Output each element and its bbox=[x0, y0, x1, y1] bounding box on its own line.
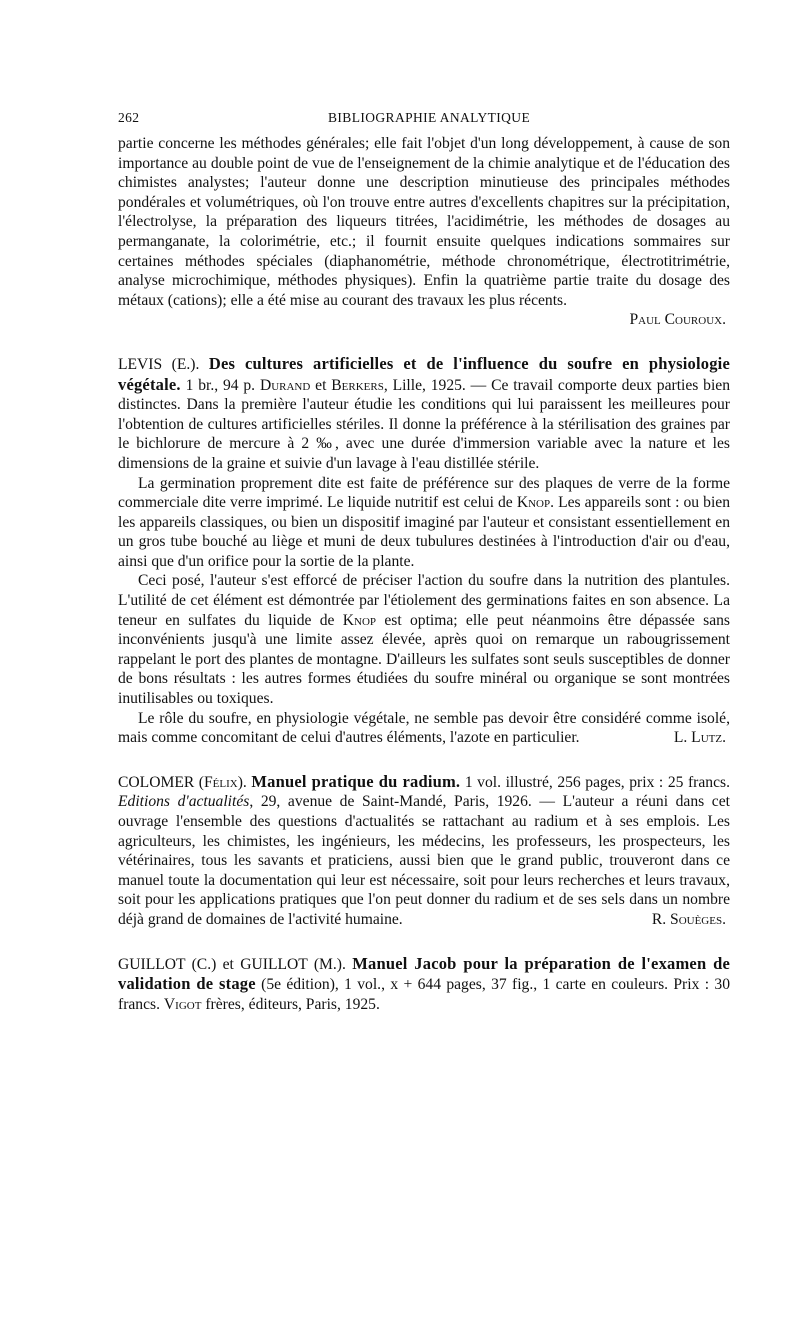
entry-paragraph: Ce travail comporte deux parties bien distinctes. Dans la première l'auteur étudie les conditions qui lui paraissent les meilleures pour l'obtention de cultures artificielles stériles. Il donne la préférence à la stérilisation des graines par le bichlorure de mercure à 2 ‰, avec une durée d'immersion variable avec la nature et les dimensions de la graine et suivie d'un lavage à l'eau distillée stérile. bbox=[118, 376, 731, 472]
entry-author: COLOMER ( bbox=[118, 773, 204, 791]
entry-title: Manuel pratique du radium. bbox=[251, 771, 461, 791]
entry-levis-heading bbox=[118, 354, 730, 474]
publisher-name: Durand bbox=[259, 376, 311, 394]
entry-pub: 1 vol. illustré, 256 pages, prix : 25 francs. bbox=[464, 773, 730, 791]
entry-paragraph bbox=[118, 571, 730, 708]
entry-guillot bbox=[118, 954, 730, 1015]
paragraph-text: . Les appareils sont : ou bien les appareils classiques, ou bien un dispositif imaginé par l'auteur et consistant essentiellement en un gros tube bouché au liège et muni de deux tubulures destinées à l'introduction d'air ou d'eau, ainsi que d'un orifice pour la sortie de la plante. bbox=[118, 494, 730, 570]
entry-body: , 29, avenue de Saint-Mandé, Paris, 1926. — L'auteur a réuni dans cet ouvrage l'ensemble des questions d'actualités se rattachant au radium et à ses emplois. Les agriculteurs, les chimistes, les ingénieurs, les médecins, les professeurs, les prospecteurs, les vétérinaires, tous les savants et praticiens, aussi bien que le grand public, trouveront dans ce manuel toute la documentation qui leur est nécessaire, soit pour leurs recherches et leurs travaux, soit pour les applications pratiques que l'on peut donner du radium et de ses sels dans un nombre déjà grand de domaines de l'activité humaine. bbox=[118, 793, 730, 928]
entry-pub-place: , Lille, 1925. — bbox=[383, 376, 487, 394]
entry-author-firstname: Félix bbox=[204, 773, 238, 791]
publisher-name: Editions d'actualités bbox=[118, 793, 250, 811]
entry-pub: 1 br., 94 p. bbox=[185, 376, 256, 394]
entry-pub-connector: et bbox=[315, 376, 327, 394]
entry-paragraph bbox=[118, 474, 730, 572]
person-name: Knop bbox=[342, 611, 377, 629]
signature-lutz: L. Lutz. bbox=[673, 729, 726, 747]
entry-levis bbox=[118, 354, 730, 748]
continued-paragraph: partie concerne les méthodes générales; elle fait l'objet d'un long développement, à cause de son importance au double point de vue de l'enseignement de la chimie analytique et de l'éducation des chimistes analystes; l'auteur donne une description minutieuse des principales méthodes pondérales et volumétriques, où l'on trouve entre autres d'excellents chapitres sur la précipitation, l'électrolyse, la préparation des liqueurs titrées, l'acidimétrie, les méthodes de dosages au permanganate, la colorimétrie, etc.; il fournit ensuite quelques indications sommaires sur certaines méthodes spéciales (diaphanométrie, méthode chronométrique, électrotitrimétrie, analyse microchimique, méthodes physiques). Enfin la quatrième partie traite du dosage des métaux (cations); elle a été mise au courant des travaux les plus récents. bbox=[118, 135, 730, 309]
entry-pub: (5e édition), 1 vol., x + 644 pages, 37 fig., 1 carte en couleurs. Prix : 30 francs. bbox=[118, 976, 730, 1013]
person-name: Knop bbox=[516, 494, 551, 512]
paragraph-text: est optima; elle peut néanmoins être dépassée sans inconvénients jusqu'à une limite assez élevée, après quoi on remarque un rabougrissement rappelant le port des plantes de montagne. D'ailleurs les sulfates sont seuls susceptibles de donner de bons résultats : les autres formes étudiées du soufre minéral ou organique se sont montrées inutilisables ou toxiques. bbox=[118, 611, 730, 708]
paragraph-text: Ceci posé, l'auteur s'est efforcé de préciser l'action du soufre dans la nutrition des plantules. L'utilité de cet élément est démontrée par l'étiolement des germinations faites en son absence. La teneur en sulfates du liquide de bbox=[118, 572, 730, 629]
entry-paragraph bbox=[118, 709, 730, 748]
running-header bbox=[118, 100, 730, 134]
page-number: 262 bbox=[118, 110, 140, 125]
running-title: BIBLIOGRAPHIE ANALYTIQUE bbox=[328, 110, 531, 125]
entry-author: GUILLOT (C.) et GUILLOT (M.). bbox=[118, 955, 346, 973]
continued-review bbox=[118, 134, 730, 330]
publisher-name: Berkers bbox=[331, 376, 384, 394]
entry-author-close: ). bbox=[237, 773, 247, 791]
paragraph-text: Le rôle du soufre, en physiologie végétale, ne semble pas devoir être considéré comme isolé, mais comme concomitant de celui d'autres éléments, l'azote en particulier. bbox=[118, 709, 730, 747]
entry-pub-place: frères, éditeurs, Paris, 1925. bbox=[205, 995, 380, 1013]
signature-sougeges: R. Souèges. bbox=[651, 910, 726, 928]
entry-author: LEVIS (E.). bbox=[118, 355, 200, 373]
entry-title: Des cultures artificielles et de l'influence du soufre en physiologie végétale. bbox=[118, 353, 730, 394]
entry-colomer-text bbox=[118, 772, 730, 930]
entry-title: Manuel Jacob pour la préparation de l'examen de validation de stage bbox=[118, 953, 730, 994]
signature-couroux: Paul Couroux. bbox=[629, 311, 726, 329]
publisher-name: Vigot bbox=[163, 995, 202, 1013]
entry-guillot-text bbox=[118, 954, 730, 1015]
paragraph-text: La germination proprement dite est faite de préférence sur des plaques de verre de la forme commerciale dite verre imprimé. Le liquide nutritif est celui de bbox=[118, 474, 730, 512]
page bbox=[118, 100, 730, 1014]
entry-colomer bbox=[118, 772, 730, 930]
